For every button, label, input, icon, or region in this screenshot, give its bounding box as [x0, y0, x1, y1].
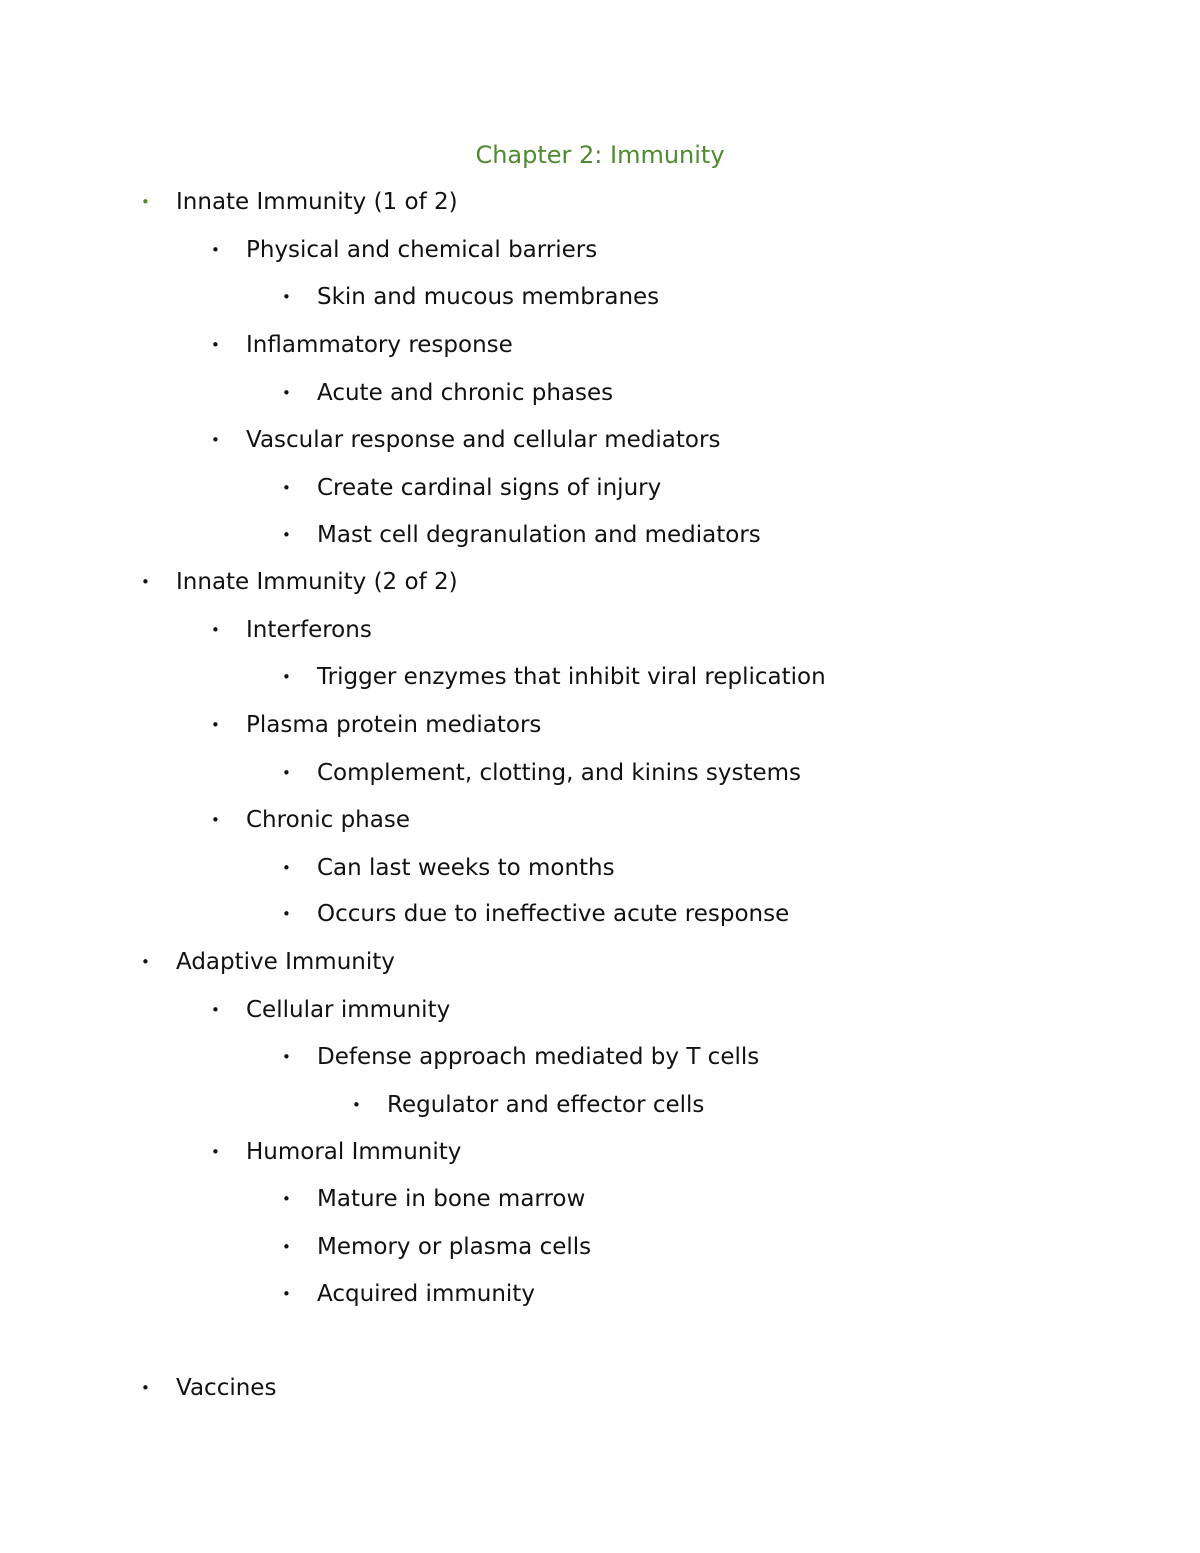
outline-item-text: Interferons	[246, 617, 372, 643]
bullet-icon: •	[141, 193, 150, 211]
outline-item-text: Cellular immunity	[246, 997, 451, 1023]
bullet-icon: •	[211, 811, 220, 829]
bullet-icon: •	[211, 336, 220, 354]
bullet-icon: •	[282, 1190, 291, 1208]
bullet-icon: •	[282, 764, 291, 782]
outline-item-text: Innate Immunity (2 of 2)	[176, 569, 458, 595]
outline-item-text: Can last weeks to months	[317, 855, 615, 881]
outline-item-text: Occurs due to ineffective acute response	[317, 901, 790, 927]
bullet-icon: •	[282, 905, 291, 923]
bullet-icon: •	[282, 479, 291, 497]
outline-item-text: Defense approach mediated by T cells	[317, 1044, 760, 1070]
outline-item-text: Chronic phase	[246, 807, 410, 833]
outline-item-text: Complement, clotting, and kinins systems	[317, 760, 802, 786]
outline-item-text: Inflammatory response	[246, 332, 513, 358]
bullet-icon: •	[282, 1238, 291, 1256]
outline-item-text: Acute and chronic phases	[317, 380, 614, 406]
outline-item-text: Memory or plasma cells	[317, 1234, 592, 1260]
bullet-icon: •	[211, 431, 220, 449]
outline-item-text: Vaccines	[176, 1375, 277, 1401]
page-title: Chapter 2: Immunity	[475, 141, 725, 169]
outline-item-text: Trigger enzymes that inhibit viral replication	[317, 664, 826, 690]
outline-item-text: Vascular response and cellular mediators	[246, 427, 721, 453]
outline-item-text: Physical and chemical barriers	[246, 237, 598, 263]
bullet-icon: •	[141, 953, 150, 971]
bullet-icon: •	[352, 1096, 361, 1114]
bullet-icon: •	[211, 241, 220, 259]
outline-item-text: Acquired immunity	[317, 1281, 535, 1307]
bullet-icon: •	[282, 288, 291, 306]
outline-item-text: Humoral Immunity	[246, 1139, 462, 1165]
bullet-icon: •	[282, 384, 291, 402]
outline-item-text: Innate Immunity (1 of 2)	[176, 189, 458, 215]
bullet-icon: •	[282, 526, 291, 544]
bullet-icon: •	[211, 1143, 220, 1161]
bullet-icon: •	[282, 1048, 291, 1066]
outline-item-text: Mature in bone marrow	[317, 1186, 586, 1212]
outline-item-text: Regulator and effector cells	[387, 1092, 705, 1118]
bullet-icon: •	[211, 621, 220, 639]
bullet-icon: •	[211, 716, 220, 734]
outline-item-text: Adaptive Immunity	[176, 949, 395, 975]
bullet-icon: •	[282, 1285, 291, 1303]
outline-item-text: Skin and mucous membranes	[317, 284, 660, 310]
bullet-icon: •	[141, 1379, 150, 1397]
outline-item-text: Create cardinal signs of injury	[317, 475, 662, 501]
bullet-icon: •	[282, 668, 291, 686]
bullet-icon: •	[211, 1001, 220, 1019]
outline-item-text: Mast cell degranulation and mediators	[317, 522, 761, 548]
bullet-icon: •	[141, 573, 150, 591]
outline-item-text: Plasma protein mediators	[246, 712, 542, 738]
bullet-icon: •	[282, 859, 291, 877]
